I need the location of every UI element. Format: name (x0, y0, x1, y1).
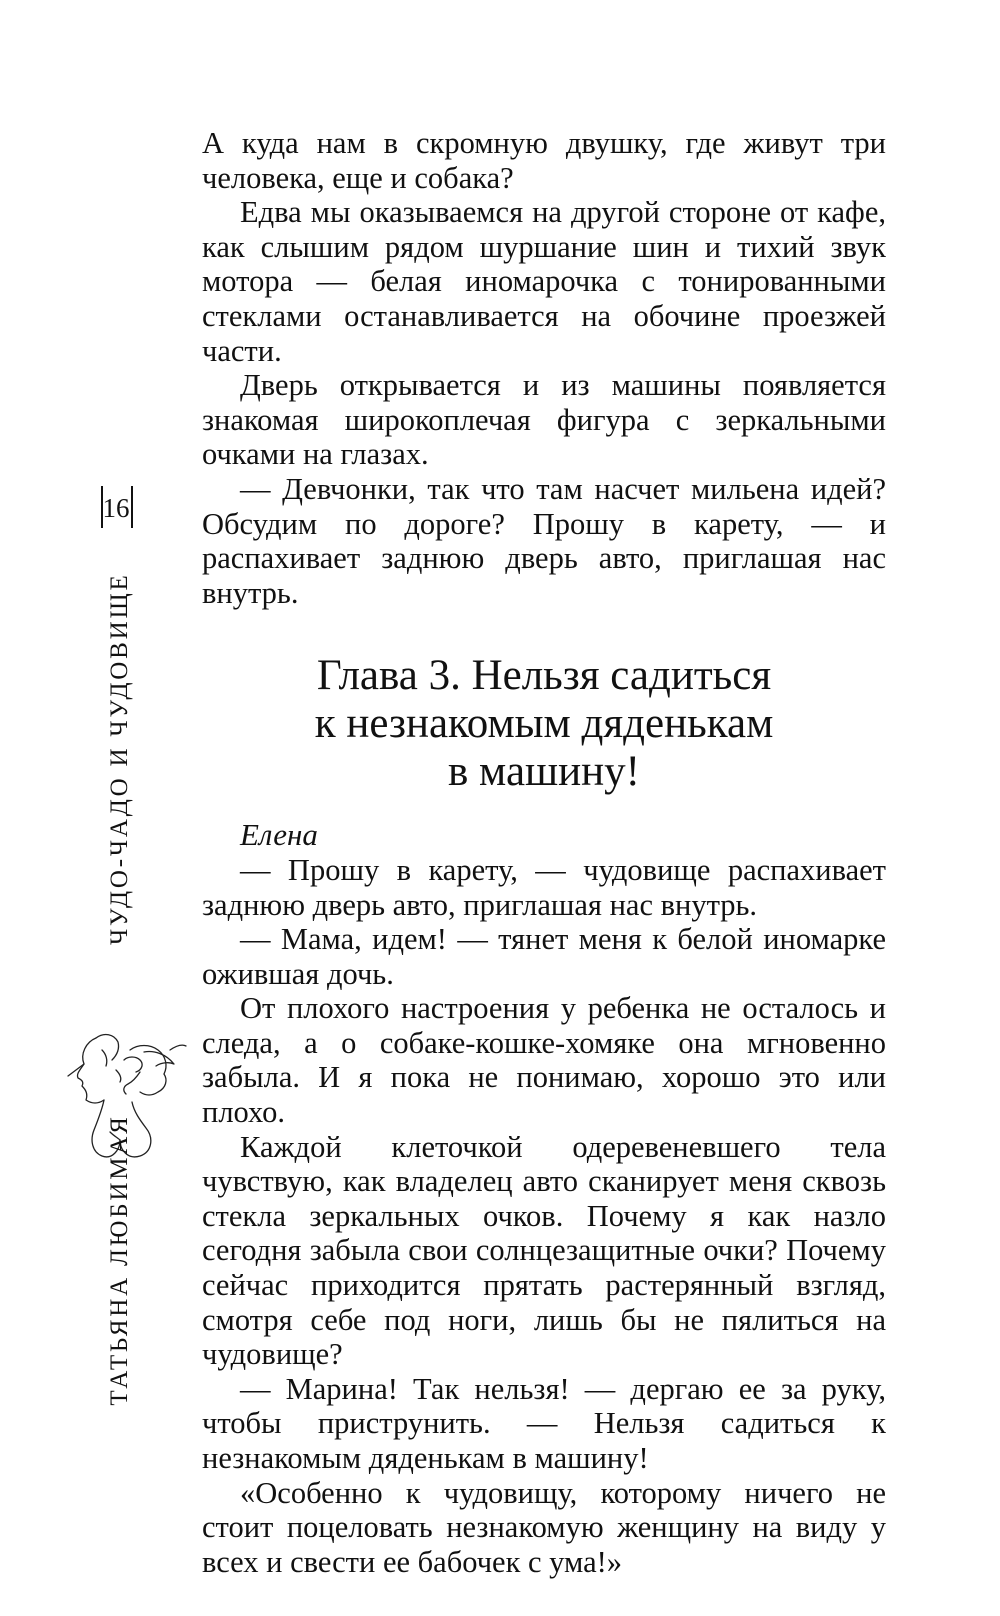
paragraph: Едва мы оказываемся на другой стороне от кафе, как слышим рядом шуршание шин и тихий звук мотора — белая иномарочка с тонированными стеклами останавливается на обочине проезжей части. (202, 195, 886, 368)
paragraph: Дверь открывается и из машины появляется знакомая широкоплечая фигура с зеркальными очками на глазах. (202, 368, 886, 472)
paragraph: А куда нам в скромную двушку, где живут три человека, еще и собака? (202, 126, 886, 195)
text-column (202, 126, 886, 1579)
paragraph: От плохого настроения у ребенка не осталось и следа, а о собаке-кошке-хомяке она мгновенно забыла. И я пока не понимаю, хорошо это или плохо. (202, 991, 886, 1130)
paragraph: — Мама, идем! — тянет меня к белой иномарке ожившая дочь. (202, 922, 886, 991)
page-number: 16 (102, 493, 130, 523)
author-name: ТАТЬЯНА ЛЮБИМАЯ (106, 1114, 133, 1406)
paragraph: «Особенно к чудовищу, которому ничего не стоит поцеловать незнакомую женщину на виду у всех и свести ее бабочек с ума!» (202, 1475, 886, 1579)
paragraph: Каждой клеточкой одеревеневшего тела чувствую, как владелец авто сканирует меня сквозь стекла зеркальных очков. Почему я как назло сегодня забыла свои солнцезащитные очки? Почему сейчас приходится прятать растерянный взгляд, смотря себе под ноги, лишь бы не пялиться на чудовище? (202, 1129, 886, 1372)
paragraph: — Марина! Так нельзя! — дергаю ее за руку, чтобы приструнить. — Нельзя садиться к незнакомым дяденькам в машину! (202, 1371, 886, 1475)
page-number-rule-right (131, 486, 133, 528)
paragraph: — Девчонки, так что там насчет мильена идей? Обсудим по дороге? Прошу в карету, — и распахивает заднюю дверь авто, приглашая нас внутрь. (202, 471, 886, 610)
chapter-title-line: в машину! (447, 748, 640, 796)
chapter-title-line: к незнакомым дяденькам (314, 700, 774, 748)
pov-character: Елена (240, 817, 318, 853)
chapter-heading (202, 652, 886, 796)
paragraph: — Прошу в карету, — чудовище распахивает заднюю дверь авто, приглашая нас внутрь. (202, 852, 886, 922)
running-title: ЧУДО-ЧАДО И ЧУДОВИЩЕ (106, 572, 133, 945)
chapter-title-line: Глава 3. Нельзя садиться (316, 652, 772, 700)
